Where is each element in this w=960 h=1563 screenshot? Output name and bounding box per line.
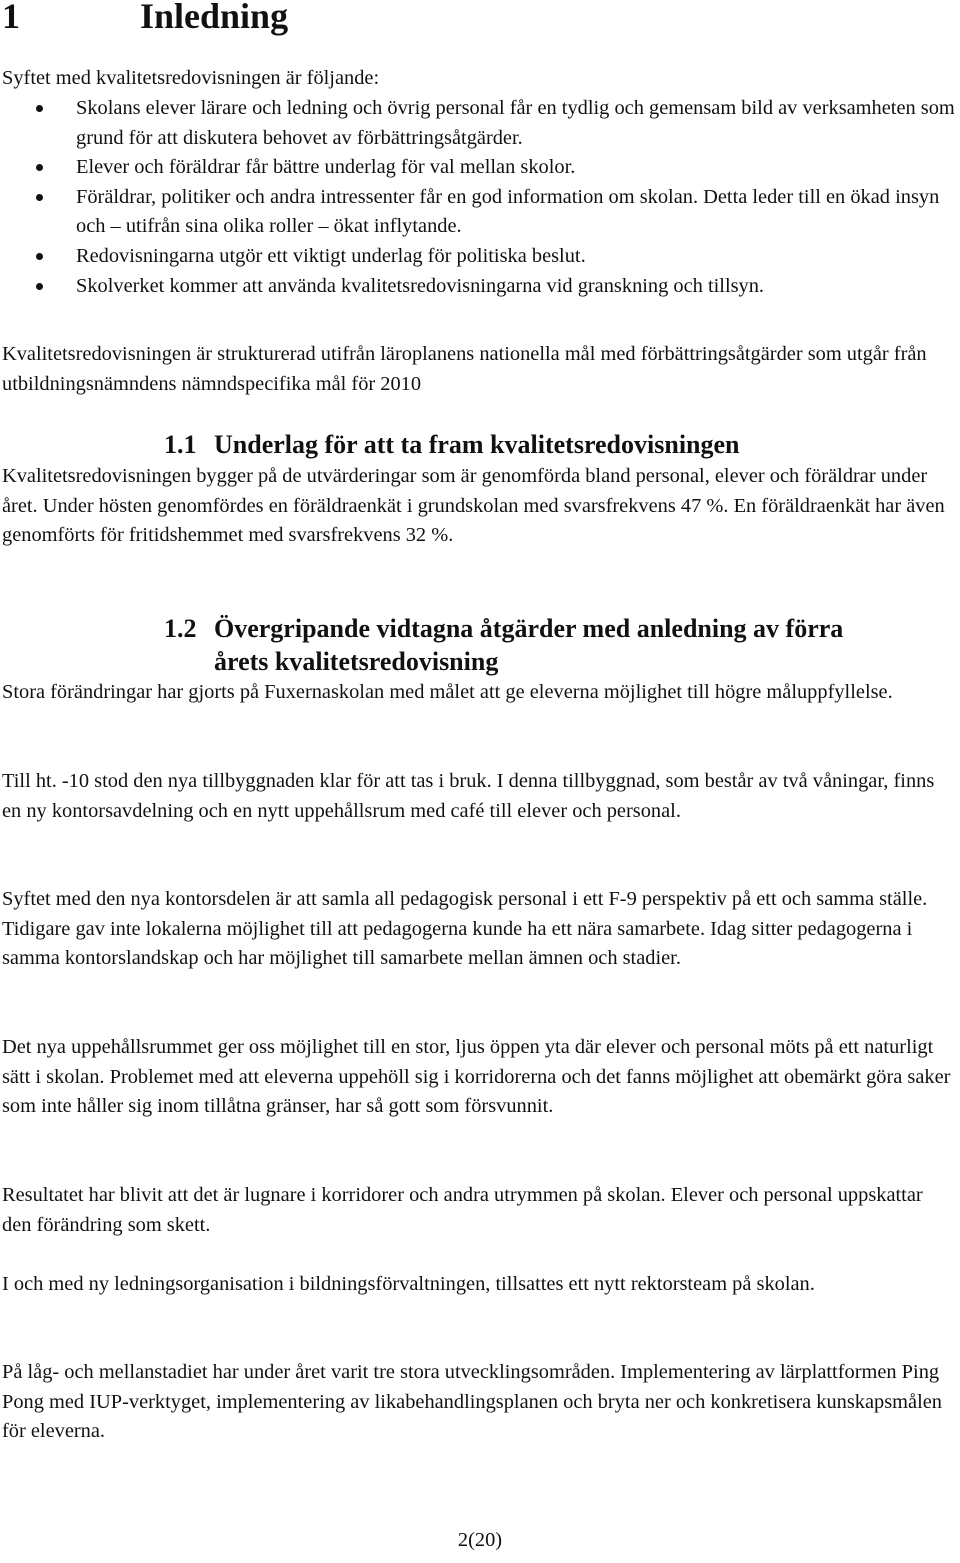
purpose-list — [0, 94, 955, 301]
paragraph: Till ht. -10 stod den nya tillbyggnaden klar för att tas i bruk. I denna tillbyggnad, som består av två våningar, finns en ny kontorsavdelning och en nytt uppehållsrum med café till elever och personal. — [2, 770, 935, 822]
intro-text: Syftet med kvalitetsredovisningen är följande: — [2, 67, 380, 89]
bullet-icon — [36, 253, 43, 260]
list-item: Skolverket kommer att använda kvalitetsredovisningarna vid granskning och tillsyn. — [0, 272, 955, 302]
paragraph: Det nya uppehållsrummet ger oss möjlighet till en stor, ljus öppen yta där elever och personal möts på ett naturligt sätt i skolan. Problemet med att eleverna uppehöll sig i korridorerna och det fanns möjlighet att obemärkt göra saker som inte håller sig inom tillåtna gränser, har så gott som försvunnit. — [2, 1036, 951, 1118]
bullet-icon — [36, 164, 43, 171]
list-item: Föräldrar, politiker och andra intressenter får en god information om skolan. Detta leder till en ökad insyn och – utifrån sina olika roller – ökat inflytande. — [0, 183, 955, 242]
section-1-1-body: Kvalitetsredovisningen bygger på de utvärderingar som är genomförda bland personal, elever och föräldrar under året. Under hösten genomfördes en föräldraenkät i grundskolan med svarsfrekvens 47 %. En föräldraenkät har även genomförts för fritidshemmet med svarsfrekvens 32 %. — [2, 465, 945, 547]
bullet-icon — [36, 105, 43, 112]
bullet-icon — [36, 283, 43, 290]
paragraph: Syftet med den nya kontorsdelen är att samla all pedagogisk personal i ett F-9 perspektiv på ett och samma ställe. Tidigare gav inte lokalerna möjlighet till att pedagogerna kunde ha ett nära samarbete. Idag sitter pedagogerna i samma kontorslandskap och har möjlighet till samarbete mellan ämnen och stadier. — [2, 888, 928, 970]
list-item: Redovisningarna utgör ett viktigt underlag för politiska beslut. — [0, 242, 955, 272]
section-title: Övergripande vidtagna åtgärder med anledning av förra — [214, 614, 844, 643]
section-number: 1.2 — [164, 614, 197, 643]
section-title: Underlag för att ta fram kvalitetsredovisningen — [214, 430, 740, 459]
paragraph: På låg- och mellanstadiet har under året varit tre stora utvecklingsområden. Implementering av lärplattformen Ping Pong med IUP-verktyget, implementering av likabehandlingsplanen och bryta ner och konkretisera kunskapsmålen för eleverna. — [2, 1361, 942, 1443]
chapter-number: 1 — [2, 0, 20, 36]
bullet-icon — [36, 194, 43, 201]
page-number: 2(20) — [457, 1529, 503, 1551]
paragraph: Stora förändringar har gjorts på Fuxernaskolan med målet att ge eleverna möjlighet till högre måluppfyllelse. — [2, 681, 893, 703]
section-title-continued: årets kvalitetsredovisning — [214, 647, 499, 676]
section-heading-1-2 — [164, 612, 843, 678]
section-heading-1-1 — [164, 428, 740, 461]
chapter-heading — [2, 0, 288, 38]
list-item: Skolans elever lärare och ledning och övrig personal får en tydlig och gemensam bild av verksamheten som grund för att diskutera behovet av förbättringsåtgärder. — [0, 94, 955, 153]
paragraph: I och med ny ledningsorganisation i bildningsförvaltningen, tillsattes ett nytt rektorsteam på skolan. — [2, 1273, 815, 1295]
paragraph: Resultatet har blivit att det är lugnare i korridorer och andra utrymmen på skolan. Elever och personal uppskattar den förändring som skett. — [2, 1184, 923, 1236]
structure-paragraph: Kvalitetsredovisningen är strukturerad utifrån läroplanens nationella mål med förbättringsåtgärder som utgår från utbildningsnämndens nämndspecifika mål för 2010 — [2, 343, 927, 395]
list-item: Elever och föräldrar får bättre underlag för val mellan skolor. — [0, 153, 955, 183]
chapter-title: Inledning — [140, 0, 289, 36]
section-number: 1.1 — [164, 430, 197, 459]
